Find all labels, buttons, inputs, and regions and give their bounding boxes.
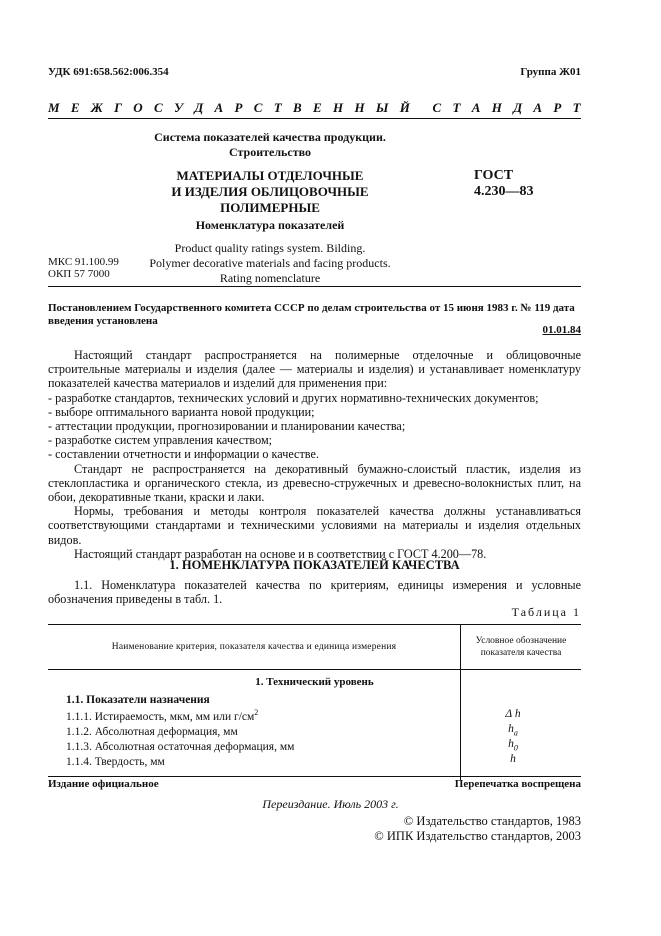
table-section-title: 1. Технический уровень <box>255 676 374 688</box>
footer-divider <box>48 776 581 777</box>
heading-letter: С <box>432 100 442 115</box>
official-edition: Издание официальное <box>48 778 159 790</box>
english-title-1: Product quality ratings system. Bilding. <box>174 241 366 255</box>
table-group-title <box>66 694 566 706</box>
table-row <box>66 708 566 723</box>
column-header-criterion: Наименование критерия, показателя качества и единица измерения <box>48 625 461 669</box>
table-body <box>48 670 581 780</box>
list-item: - выборе оптимального варианта новой продукции; <box>48 404 315 419</box>
column-header-symbol-line-1: Условное обозначение <box>475 636 567 646</box>
heading-letter: Н <box>333 100 344 115</box>
table-row <box>66 723 566 738</box>
heading-letter: У <box>173 100 184 115</box>
classification-codes <box>48 256 119 280</box>
row-name: 1.1.3. Абсолютная остаточная деформация, мм <box>66 740 295 753</box>
divider <box>48 118 581 119</box>
row-name-sup: 2 <box>254 708 259 717</box>
english-title-3: Rating nomenclature <box>219 271 321 285</box>
heading-letter: М <box>48 100 60 115</box>
heading-letter: А <box>533 100 543 115</box>
heading-letter: Г <box>114 100 122 115</box>
copyright-1983: © Издательство стандартов, 1983 <box>403 814 581 828</box>
indicators-table <box>48 624 581 780</box>
group-code: Группа Ж01 <box>520 66 581 78</box>
heading-letter: О <box>133 100 143 115</box>
heading-letter: Р <box>553 100 562 115</box>
main-title-line-1: МАТЕРИАЛЫ ОТДЕЛОЧНЫЕ <box>176 168 364 183</box>
heading-letter: С <box>253 100 263 115</box>
heading-letter: Н <box>491 100 502 115</box>
heading-letter: В <box>293 100 302 115</box>
row-name: 1.1.1. Истираемость, мкм, мм или г/см <box>66 710 255 723</box>
table-header <box>48 624 581 670</box>
paragraph-scope: Настоящий стандарт распространяется на полимерные отделочные и облицовочные строительные материалы и изделия (далее — материалы и изделия) и устанавливает номенклатуру показателей качества материалов и изделий для применения при: <box>48 348 581 391</box>
body-text <box>48 348 581 561</box>
row-symbol: h <box>508 738 514 750</box>
table-row <box>66 753 566 768</box>
heading-letter: Т <box>273 100 282 115</box>
heading-letter: Т <box>572 100 581 115</box>
heading-letter: Д <box>194 100 204 115</box>
table-row <box>66 738 566 753</box>
row-name: 1.1.2. Абсолютная деформация, мм <box>66 725 238 738</box>
heading-letter: Н <box>354 100 365 115</box>
row-symbol: h <box>510 753 516 765</box>
section-heading: 1. НОМЕНКЛАТУРА ПОКАЗАТЕЛЕЙ КАЧЕСТВА <box>169 558 460 572</box>
english-title-2: Polymer decorative materials and facing products. <box>149 256 391 270</box>
system-line-1: Система показателей качества продукции. <box>154 130 386 144</box>
subtitle: Номенклатура показателей <box>195 218 345 232</box>
interstate-standard-heading <box>48 100 581 116</box>
heading-letter: С <box>153 100 163 115</box>
okp-code: ОКП 57 7000 <box>48 268 110 280</box>
group-title-text: 1.1. Показатели назначения <box>66 694 210 706</box>
heading-letter: Ы <box>375 100 389 115</box>
row-name: 1.1.4. Твердость, мм <box>66 755 165 768</box>
row-symbol: h <box>508 723 514 735</box>
paragraph-exclusions: Стандарт не распространяется на декоративный бумажно-слоистый пластик, изделия из стеклопластика и органического стекла, из древесно-стружечных и древесно-волокнистых плит, на обои, декоративные ткани, краски и лаки. <box>48 461 581 505</box>
row-symbol-sub: a <box>513 728 518 738</box>
column-header-symbol-line-2: показателя качества <box>480 648 562 658</box>
main-title-line-2: И ИЗДЕЛИЯ ОБЛИЦОВОЧНЫЕ ПОЛИМЕРНЫЕ <box>171 184 369 215</box>
gost-number: 4.230—83 <box>474 184 534 199</box>
row-symbol-sub: 0 <box>513 743 518 753</box>
paragraph-basis: Настоящий стандарт разработан на основе и в соответствии с ГОСТ 4.200—78. <box>74 546 487 561</box>
heading-letter: Т <box>452 100 461 115</box>
gost-label: ГОСТ <box>474 168 514 183</box>
list-item: - разработке стандартов, технических условий и других нормативно-технических документов; <box>48 390 539 405</box>
heading-letter: Ж <box>90 100 103 115</box>
title-block <box>120 130 420 286</box>
column-header-symbol <box>461 625 581 669</box>
clause-1-1: 1.1. Номенклатура показателей качества по критериям, единицы измерения и условные обозначения приведены в табл. 1. <box>48 578 581 607</box>
udk-code: УДК 691:658.562:006.354 <box>48 66 169 78</box>
system-line-2: Строительство <box>228 145 312 159</box>
heading-letter: А <box>471 100 481 115</box>
list-item: - составлении отчетности и информации о качестве. <box>48 447 319 462</box>
heading-letter: Д <box>513 100 523 115</box>
heading-letter: Е <box>70 100 80 115</box>
heading-letter: А <box>214 100 224 115</box>
heading-letter: Р <box>234 100 243 115</box>
reprint-notice: Перепечатка воспрещена <box>454 778 581 790</box>
mks-code: МКС 91.100.99 <box>48 256 119 268</box>
heading-letter: Е <box>313 100 322 115</box>
paragraph-norms: Нормы, требования и методы контроля показателей качества должны устанавливаться соответствующими стандартами и техническими условиями на материалы и изделия отдельных видов. <box>48 504 581 547</box>
introduction-date: 01.01.84 <box>542 324 581 336</box>
reissue-note: Переиздание. Июль 2003 г. <box>262 797 399 811</box>
copyright-2003: © ИПК Издательство стандартов, 2003 <box>374 829 581 843</box>
heading-letter: Й <box>399 100 410 115</box>
divider <box>48 286 581 287</box>
resolution-text: Постановлением Государственного комитета СССР по делам строительства от 15 июня 1983 г. № 119 дата введения установлена <box>48 302 575 327</box>
table-label: Таблица 1 <box>511 605 581 619</box>
list-item: - разработке систем управления качеством; <box>48 433 273 448</box>
row-symbol: Δ h <box>505 708 521 720</box>
list-item: - аттестации продукции, прогнозировании и планировании качества; <box>48 419 406 434</box>
gost-designation <box>474 168 534 200</box>
